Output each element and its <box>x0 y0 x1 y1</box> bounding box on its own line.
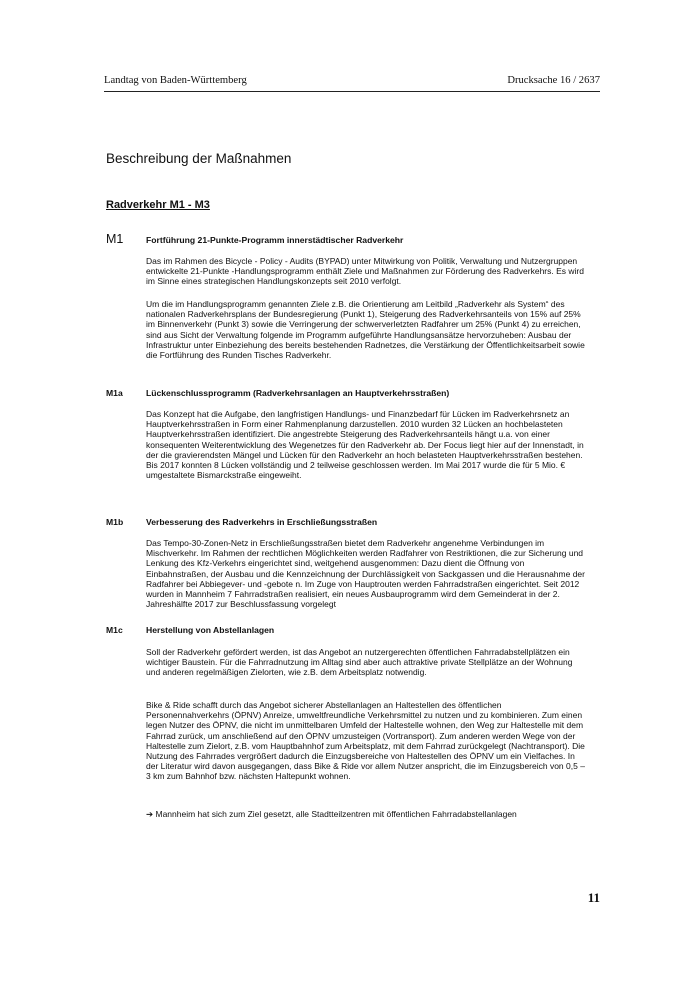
m1c-paragraph-2: Bike & Ride schafft durch das Angebot sicherer Abstellanlagen an Haltestellen des öffentlichen Personennahverkehrs (ÖPNV) Anreize, umweltfreundliche Verkehrsmittel zu nutzen und zu kombinieren. Zum einen legen Nutzer des ÖPNV, die nicht im unmittelbaren Umfeld der Haltestelle wohnen, den Weg zur Haltestelle mit dem Fahrrad zurück, um anschließend auf den ÖPNV umzusteigen (Vortransport). Zum anderen werden Wege von der Haltestelle zum Zielort, z.B. vom Hauptbahnhof zum Arbeitsplatz, mit dem Fahrrad zurückgelegt (Nachtransport). Die Nutzung des Fahrrades vergrößert dadurch die Einzugsbereiche von Haltestellen des ÖPNV um ein Vielfaches. In der Literatur wird davon ausgegangen, dass Bike & Ride vor allem Nutzer anspricht, die im Einzugsbereich von 0,5 – 3 km zum Bahnhof bzw. nächsten Haltepunkt wohnen. <box>146 700 585 782</box>
m1-paragraph-2: Um die im Handlungsprogramm genannten Ziele z.B. die Orientierung am Leitbild „Radverkehr als System“ des nationalen Radverkehrsplans der Bundesregierung (Punkt 1), Steigerung des Radverkehrsanteils von 15% auf 25% im Binnenverkehr (Punkt 3) sowie die Verringerung der schwerverletzten Radfahrer um 25% (Punkt 4) zu erreichen, sind aus Sicht der Verwaltung folgende im Programm aufgeführte Handlungsansätze hervorzuheben: Ausbau der Infrastruktur unter Einbeziehung des bereits bestehenden Radnetzes, die Verstärkung der Öffentlichkeitsarbeit sowie die Fortführung des Runden Tisches Radverkehr. <box>146 299 585 361</box>
m1a-heading: Lückenschlussprogramm (Radverkehrsanlagen an Hauptverkehrsstraßen) <box>146 388 450 398</box>
m1b-heading: Verbesserung des Radverkehrs in Erschließungsstraßen <box>146 517 378 527</box>
m1c-paragraph-3: ➔ Mannheim hat sich zum Ziel gesetzt, alle Stadtteilzentren mit öffentlichen Fahrradabstellanlagen <box>146 809 517 819</box>
m1b-code: M1b <box>106 517 124 527</box>
page-number: 11 <box>587 890 600 905</box>
m1a-paragraph-1: Das Konzept hat die Aufgabe, den langfristigen Handlungs- und Finanzbedarf für Lücken im Radverkehrsnetz an Hauptverkehrsstraßen in Form einer Rahmenplanung darzustellen. 2010 wurden 32 Lücken an hochbelasteten Hauptverkehrsstraßen identifiziert. Die angestrebte Steigerung des Radverkehrsanteils hängt u.a. von einer konsequenten Weiterentwicklung des Wegenetzes für den Radverkehr ab. Der Focus liegt hier auf der Innenstadt, in der die gravierendsten Mängel und Lücken für den Radverkehr an hoch belasteten Hauptverkehrsstraßen bestehen. Bis 2017 konnten 8 Lücken vollständig und 2 teilweise geschlossen werden. Im Mai 2017 wurde die für 5 Mio. € umgestaltete Bismarckstraße eingeweiht. <box>146 409 584 481</box>
m1c-heading: Herstellung von Abstellanlagen <box>146 625 275 635</box>
page-header <box>104 75 600 92</box>
m1-paragraph-1: Das im Rahmen des Bicycle - Policy - Audits (BYPAD) unter Mitwirkung von Politik, Verwaltung und Nutzergruppen entwickelte 21-Punkte -Handlungsprogramm enthält Ziele und Maßnahmen zur Förderung des Radverkehrs. Es wird im Sinne eines strategischen Handlungskonzepts seit 2010 verfolgt. <box>146 256 584 287</box>
section-heading: Radverkehr M1 - M3 <box>106 199 210 211</box>
m1-heading: Fortführung 21-Punkte-Programm innerstädtischer Radverkehr <box>146 235 404 245</box>
m1b-paragraph-1: Das Tempo-30-Zonen-Netz in Erschließungsstraßen bietet dem Radverkehr angenehme Verbindungen im Mischverkehr. Im Rahmen der rechtlichen Möglichkeiten werden Radfahrer von Restriktionen, die zur Sicherung und Lenkung des Kfz-Verkehrs eingerichtet sind, weitgehend ausgenommen: Dazu dient die Öffnung von Einbahnstraßen, der Ausbau und die Kennzeichnung der Durchlässigkeit von Sackgassen und die Herausnahme der Radfahrer bei Abbiegever- und -gebote n. Im Zuge von Hauptrouten werden Fahrradstraßen eingerichtet. Seit 2012 wurden in Mannheim 7 Fahrradstraßen realisiert, ein neues Ausbauprogramm wird dem Gemeinderat in der 2. Jahreshälfte 2017 zur Beschlussfassung vorgelegt <box>146 538 585 610</box>
m1c-code: M1c <box>106 625 123 635</box>
header-right: Drucksache 16 / 2637 <box>507 75 600 86</box>
m1c-paragraph-1: Soll der Radverkehr gefördert werden, ist das Angebot an nutzergerechten öffentlichen Fahrradabstellplätzen ein wichtiger Baustein. Für die Fahrradnutzung im Alltag sind aber auch attraktive private Stellplätze an der Wohnung und anderen regelmäßigen Zielorten, wie z.B. dem Arbeitsplatz notwendig. <box>146 647 573 678</box>
m1a-code: M1a <box>106 388 123 398</box>
m1-code: M1 <box>106 232 124 246</box>
page-title: Beschreibung der Maßnahmen <box>106 151 292 166</box>
header-left: Landtag von Baden-Württemberg <box>104 75 247 86</box>
